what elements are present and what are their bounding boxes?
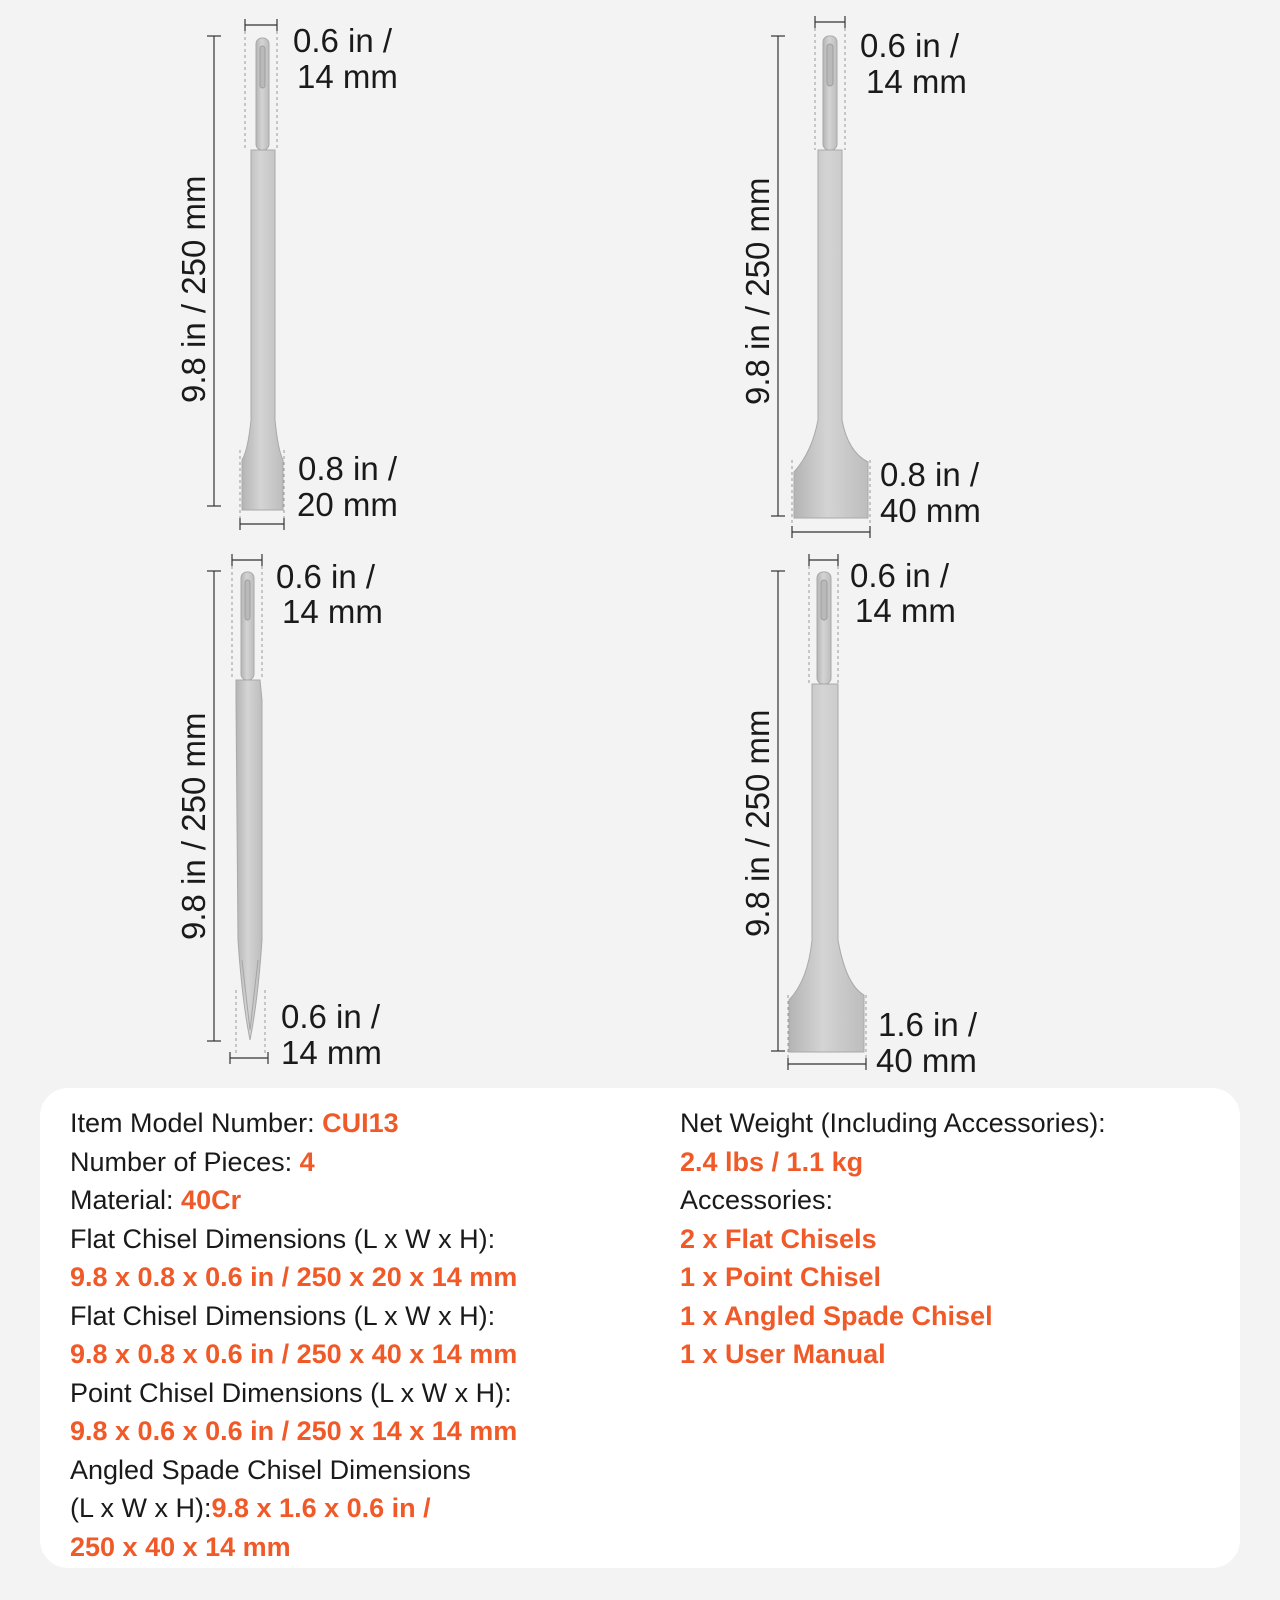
tip-label-line2: 40 mm: [876, 1042, 977, 1079]
accessory-item: 1 x User Manual: [680, 1339, 886, 1369]
spade-chisel-row: [70, 1489, 630, 1528]
accessories-label: Accessories:: [680, 1185, 834, 1215]
weight-label: Net Weight (Including Accessories):: [680, 1108, 1106, 1138]
length-label: 9.8 in / 250 mm: [739, 177, 776, 405]
shank-label-line2: 14 mm: [297, 58, 398, 95]
accessory-item: 1 x Point Chisel: [680, 1262, 882, 1292]
material-row: [70, 1181, 630, 1220]
material-label: Material:: [70, 1185, 182, 1215]
shank-label-line1: 0.6 in /: [860, 27, 960, 64]
flat-chisel-2-value: 9.8 x 0.8 x 0.6 in / 250 x 40 x 14 mm: [70, 1339, 518, 1369]
spade-chisel-value-1: 9.8 x 1.6 x 0.6 in /: [211, 1493, 431, 1523]
accessory-item: 2 x Flat Chisels: [680, 1223, 877, 1254]
angled-spade-chisel: [739, 554, 978, 1079]
point-chisel-value: 9.8 x 0.6 x 0.6 in / 250 x 14 x 14 mm: [70, 1416, 518, 1446]
length-label: 9.8 in / 250 mm: [175, 175, 212, 403]
spade-chisel-label: Angled Spade Chisel Dimensions: [70, 1454, 471, 1485]
spec-card: [40, 1088, 1240, 1568]
tip-label-line2: 20 mm: [297, 486, 398, 523]
flat-chisel-20mm: [175, 19, 398, 530]
spade-chisel-label-cont: (L x W x H):: [70, 1493, 212, 1523]
flat-chisel-40mm: [739, 16, 981, 538]
length-label: 9.8 in / 250 mm: [175, 712, 212, 940]
model-number-row: [70, 1104, 630, 1143]
weight-value: 2.4 lbs / 1.1 kg: [680, 1146, 864, 1177]
pieces-label: Number of Pieces:: [70, 1146, 300, 1177]
shank-label-line2: 14 mm: [866, 63, 967, 100]
shank-label-line1: 0.6 in /: [276, 558, 376, 595]
accessory-item: 1 x Angled Spade Chisel: [680, 1300, 993, 1331]
point-chisel-label: Point Chisel Dimensions (L x W x H):: [70, 1377, 512, 1408]
length-label: 9.8 in / 250 mm: [739, 709, 776, 937]
pieces-row: [70, 1143, 630, 1182]
spec-column-right: [680, 1104, 1220, 1374]
tip-label-line2: 14 mm: [281, 1034, 382, 1071]
spec-column-left: [70, 1104, 630, 1566]
shank-label-line2: 14 mm: [282, 593, 383, 630]
pieces-value: 4: [299, 1146, 315, 1177]
shank-label-line1: 0.6 in /: [293, 22, 393, 59]
material-value: 40Cr: [181, 1185, 242, 1215]
flat-chisel-1-label: Flat Chisel Dimensions (L x W x H):: [70, 1223, 496, 1254]
tip-label-line1: 0.6 in /: [281, 998, 381, 1035]
spade-chisel-value-2: 250 x 40 x 14 mm: [70, 1531, 291, 1562]
flat-chisel-1-value: 9.8 x 0.8 x 0.6 in / 250 x 20 x 14 mm: [70, 1262, 518, 1292]
point-chisel: [175, 554, 383, 1071]
tip-label-line1: 1.6 in /: [878, 1006, 978, 1043]
shank-label-line1: 0.6 in /: [850, 557, 950, 594]
model-number-value: CUI13: [322, 1108, 399, 1138]
model-number-label: Item Model Number:: [70, 1108, 323, 1138]
tip-label-line1: 0.8 in /: [880, 456, 980, 493]
tip-label-line2: 40 mm: [880, 492, 981, 529]
flat-chisel-2-label: Flat Chisel Dimensions (L x W x H):: [70, 1300, 496, 1331]
tip-label-line1: 0.8 in /: [298, 450, 398, 487]
shank-label-line2: 14 mm: [855, 592, 956, 629]
